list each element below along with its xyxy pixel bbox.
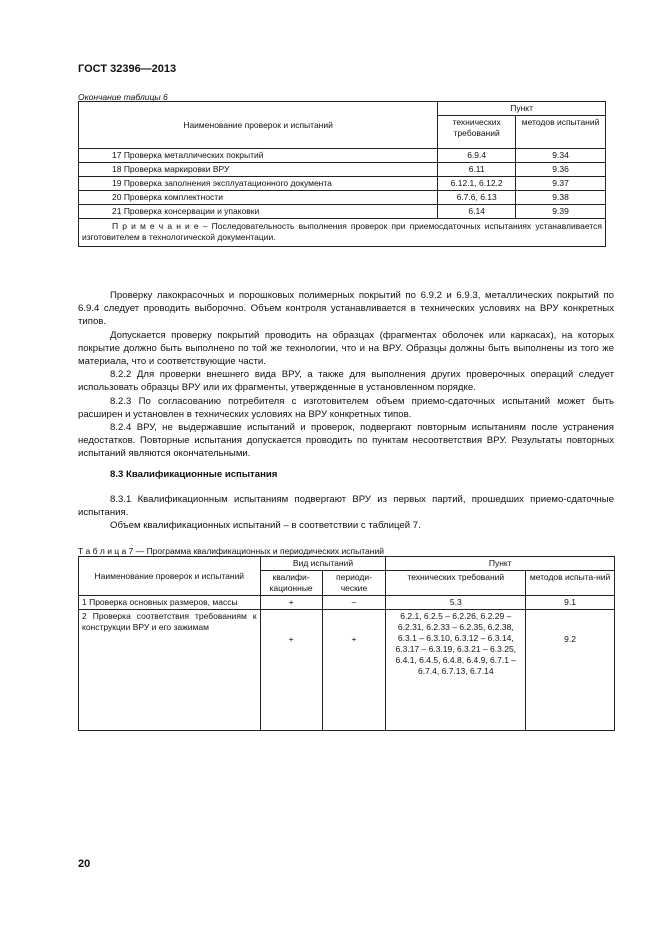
table7-caption: Т а б л и ц а 7 — Программа квалификационных и периодических испытаний (78, 546, 384, 556)
table6-row-tech: 6.11 (438, 163, 516, 177)
table6-row-name: 17 Проверка металлических покрытий (79, 149, 438, 163)
table-7 (78, 556, 615, 731)
table6-note (79, 219, 606, 247)
paragraph: 8.3.1 Квалификационным испытаниям подвергают ВРУ из первых партий, прошедших приемо-сдаточные испытания. (78, 494, 614, 519)
table7-col-name: Наименование проверок и испытаний (79, 557, 261, 596)
section-title: 8.3 Квалификационные испытания (110, 469, 278, 480)
table7-row-tech: 5.3 (386, 596, 526, 610)
table7-col-qual: квалифи-кационные (260, 571, 322, 596)
table7-row-period: – (322, 596, 386, 610)
body-text (78, 289, 614, 461)
table6-row-name: 19 Проверка заполнения эксплуатационного документа (79, 177, 438, 191)
table6-row-method: 9.38 (516, 191, 606, 205)
table6-col-punkt: Пункт (438, 102, 606, 116)
table7-col-methods: методов испыта-ний (526, 571, 615, 596)
table6-row-name: 21 Проверка консервации и упаковки (79, 205, 438, 219)
table6-row-name: 20 Проверка комплектности (79, 191, 438, 205)
table6-row-name: 18 Проверка маркировки ВРУ (79, 163, 438, 177)
paragraph: 8.2.2 Для проверки внешнего вида ВРУ, а также для выполнения других проверочных операций следует использовать образцы ВРУ или их фрагменты, утвержденные в установленном порядке. (78, 369, 614, 394)
table-row (79, 205, 606, 219)
table6-row-tech: 6.14 (438, 205, 516, 219)
table6-caption: Окончание таблицы 6 (78, 92, 168, 102)
table-row (79, 191, 606, 205)
table6-row-method: 9.36 (516, 163, 606, 177)
table7-col-period: периоди-ческие (322, 571, 386, 596)
table-row (79, 177, 606, 191)
table6-row-tech: 6.7.6, 6.13 (438, 191, 516, 205)
table7-row-method: 9.1 (526, 596, 615, 610)
table6-row-method: 9.37 (516, 177, 606, 191)
paragraph: Допускается проверку покрытий проводить на образцах (фрагментах оболочек или каркасах), на которых покрытие должно быть выполнено по той же технологии, что и на ВРУ. Образцы должны быть выполнены из того же материала, что и соответствующие части. (78, 329, 614, 368)
table7-col-vid: Вид испытаний (260, 557, 386, 571)
table6-row-method: 9.39 (516, 205, 606, 219)
table-row (79, 610, 615, 731)
paragraph: Проверку лакокрасочных и порошковых полимерных покрытий по 6.9.2 и 6.9.3, металлических покрытий по 6.9.4 следует проводить выборочно. Объем контроля устанавливается в технических условиях на ВРУ конкретных типов. (78, 290, 614, 328)
table6-col-methods: методов испытаний (516, 116, 606, 149)
table7-row-name: 1 Проверка основных размеров, массы (79, 596, 261, 610)
table-6 (78, 101, 606, 247)
table6-row-tech: 6.12.1, 6.12.2 (438, 177, 516, 191)
table7-row-name: 2 Проверка соответствия требованиям к конструкции ВРУ и его зажимам (79, 610, 261, 731)
table6-note-text: – Последовательность выполнения проверок при приемосдаточных испытаниях устанавливается изготовителем в технологической документации. (82, 221, 602, 242)
table7-row-method: 9.2 (526, 610, 615, 731)
table7-col-tech: технических требований (386, 571, 526, 596)
table-row (79, 149, 606, 163)
table6-col-name: Наименование проверок и испытаний (79, 102, 438, 149)
table7-col-punkt: Пункт (386, 557, 615, 571)
paragraph: Объем квалификационных испытаний – в соответствии с таблицей 7. (110, 520, 421, 532)
table7-row-qual: + (260, 596, 322, 610)
page-number: 20 (78, 858, 91, 870)
table7-row-tech: 6.2.1, 6.2.5 – 6.2.26, 6.2.29 – 6.2.31, 6.2.33 – 6.2.35, 6.2.38, 6.3.1 – 6.3.10, 6.3.12 – 6.3.14, 6.3.17 – 6.3.19, 6.3.21 – 6.3.25, 6.4.1, 6.4.5, 6.4.8, 6.4.9, 6.7.1 – 6.7.4, 6.7.13, 6.7.14 (386, 610, 526, 731)
table7-row-period: + (322, 610, 386, 731)
paragraph: 8.2.3 По согласованию потребителя с изготовителем объем приемо-сдаточных испытаний может быть расширен и установлен в технических условиях на ВРУ конкретных типов. (78, 395, 614, 420)
document-header: ГОСТ 32396—2013 (78, 63, 177, 75)
table6-col-tech: технических требований (438, 116, 516, 149)
table6-row-method: 9.34 (516, 149, 606, 163)
section-text (78, 493, 614, 533)
table-row (79, 596, 615, 610)
table6-note-label: П р и м е ч а н и е (112, 221, 199, 231)
table-row (79, 163, 606, 177)
table6-row-tech: 6.9.4 (438, 149, 516, 163)
table7-row-qual: + (260, 610, 322, 731)
paragraph: 8.2.4 ВРУ, не выдержавшие испытаний и проверок, подвергают повторным испытаниям после устранения недостатков. Повторные испытания допускается проводить по пунктам несоответствия ВРУ. Результаты повторных испытаний являются окончательными. (78, 422, 614, 460)
table-note-row (79, 219, 606, 247)
